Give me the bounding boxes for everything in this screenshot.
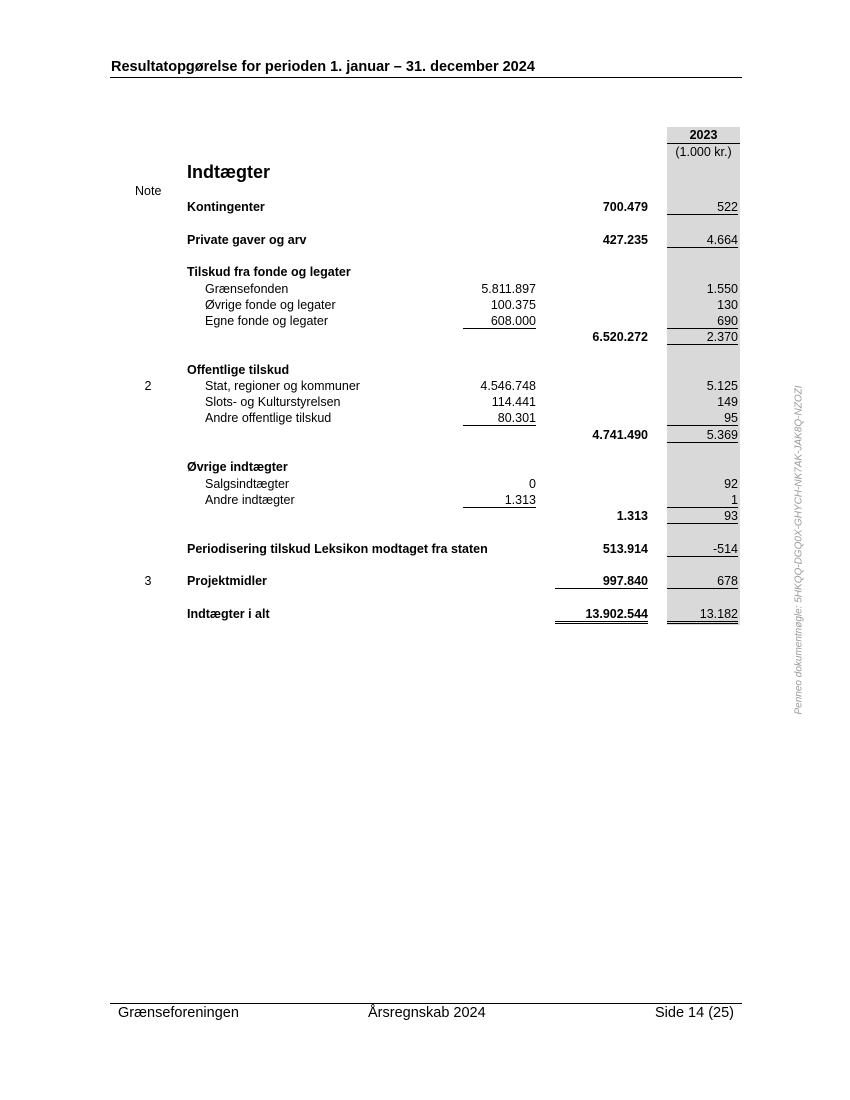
sub-row-label: Andre indtægter	[205, 493, 295, 507]
sub-row-label: Stat, regioner og kommuner	[205, 379, 360, 393]
section-title: Indtægter	[187, 162, 270, 182]
row-total: 13.902.544	[555, 607, 648, 624]
row-label: Periodisering tilskud Leksikon modtaget fra staten	[187, 542, 488, 556]
group-total-row	[0, 330, 850, 347]
sub-row-amount: 114.441	[491, 395, 536, 409]
sub-row-prior: 149	[717, 395, 738, 409]
note-ref: 2	[144, 379, 152, 393]
row-total: 997.840	[555, 574, 648, 589]
group-prior-total: 5.369	[667, 428, 738, 443]
sub-row	[0, 411, 850, 428]
footer-organization: Grænseforeningen	[118, 1005, 239, 1021]
group-total: 6.520.272	[592, 330, 648, 344]
group-heading-tilskud-fonde	[0, 265, 850, 282]
sub-row	[0, 379, 850, 396]
prior-year-heading-rule	[667, 143, 740, 144]
header-rule	[110, 77, 742, 78]
row-prior: 678	[667, 574, 738, 589]
group-total: 4.741.490	[592, 428, 648, 442]
sub-row-prior: 690	[667, 314, 738, 329]
sub-row-amount: 608.000	[463, 314, 536, 329]
sub-row-amount: 0	[529, 477, 536, 491]
sub-row	[0, 477, 850, 494]
sub-row-amount: 80.301	[463, 411, 536, 426]
sub-row-amount: 1.313	[463, 493, 536, 508]
sub-row-prior: 95	[667, 411, 738, 426]
group-prior-total: 93	[667, 509, 738, 524]
row-label: Projektmidler	[187, 574, 267, 588]
income-total-row	[0, 607, 850, 624]
income-row-kontingenter	[0, 200, 850, 217]
row-prior: 522	[667, 200, 738, 215]
sub-row-label: Øvrige fonde og legater	[205, 298, 336, 312]
note-ref: 3	[144, 574, 152, 588]
row-prior: 13.182	[667, 607, 738, 624]
row-label: Indtægter i alt	[187, 607, 270, 621]
sub-row-label: Salgsindtægter	[205, 477, 290, 491]
footer-page-number: Side 14 (25)	[655, 1005, 734, 1021]
row-prior: 4.664	[667, 233, 738, 248]
sub-row-prior: 1	[667, 493, 738, 508]
footer-report-title: Årsregnskab 2024	[368, 1005, 486, 1021]
sub-row	[0, 298, 850, 315]
sub-row-prior: 1.550	[706, 282, 738, 296]
row-label: Private gaver og arv	[187, 233, 307, 247]
sub-row-prior: 130	[717, 298, 738, 312]
unit-label: (1.000 kr.)	[675, 145, 732, 159]
footer-rule	[110, 1003, 742, 1004]
row-total: 513.914	[602, 542, 648, 556]
group-prior-total: 2.370	[667, 330, 738, 345]
income-row-private-gaver	[0, 233, 850, 250]
group-heading: Offentlige tilskud	[187, 363, 290, 377]
row-total: 427.235	[602, 233, 648, 247]
sub-row	[0, 282, 850, 299]
sub-row-label: Slots- og Kulturstyrelsen	[205, 395, 341, 409]
group-total-row	[0, 428, 850, 445]
group-heading: Øvrige indtægter	[187, 460, 288, 474]
sub-row	[0, 395, 850, 412]
income-row-periodisering	[0, 542, 850, 559]
sub-row-label: Grænsefonden	[205, 282, 289, 296]
group-heading: Tilskud fra fonde og legater	[187, 265, 351, 279]
group-heading-offentlige-tilskud	[0, 363, 850, 380]
sub-row-amount: 100.375	[490, 298, 536, 312]
sub-row-prior: 92	[724, 477, 738, 491]
group-heading-ovrige-indtaegter	[0, 460, 850, 477]
page-header-title: Resultatopgørelse for perioden 1. januar – 31. december 2024	[111, 59, 535, 75]
penneo-document-key: Penneo dokumentnøgle: 5HKQQ-DGQ0X-GHYCH-NK7AK-JAK8Q-NZOZI	[793, 385, 805, 715]
group-total-row	[0, 509, 850, 526]
sub-row-prior: 5.125	[706, 379, 738, 393]
sub-row-amount: 4.546.748	[480, 379, 536, 393]
note-column-label: Note	[135, 184, 162, 198]
row-total: 700.479	[602, 200, 648, 214]
row-label: Kontingenter	[187, 200, 265, 214]
sub-row-label: Andre offentlige tilskud	[205, 411, 332, 425]
group-total: 1.313	[616, 509, 648, 523]
sub-row	[0, 493, 850, 510]
income-row-projektmidler	[0, 574, 850, 591]
sub-row-label: Egne fonde og legater	[205, 314, 329, 328]
prior-year-heading: 2023	[689, 128, 718, 142]
sub-row-amount: 5.811.897	[481, 282, 536, 296]
sub-row	[0, 314, 850, 331]
row-prior: -514	[667, 542, 738, 557]
